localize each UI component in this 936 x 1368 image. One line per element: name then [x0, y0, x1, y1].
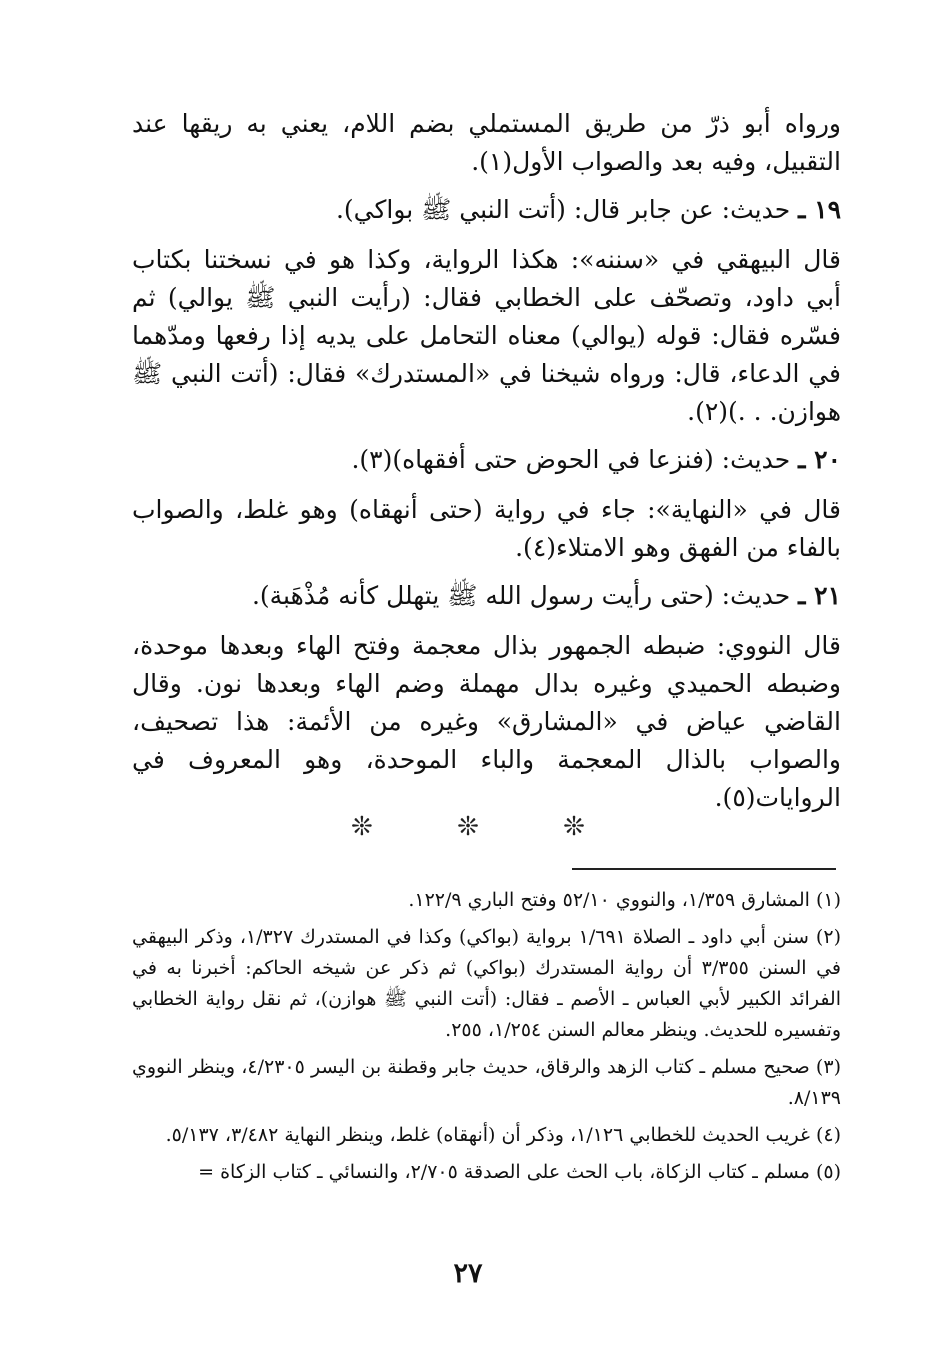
item-text: حديث: (فنزعا في الحوض حتى أفقهاه)(٣). [351, 445, 791, 474]
main-text [132, 105, 841, 827]
page-number: ٢٧ [453, 1258, 483, 1289]
item-text: حديث: عن جابر قال: (أتت النبي ﷺ بواكي). [335, 195, 791, 224]
item-number: ٢٠ ـ [798, 445, 841, 474]
paragraph-intro: ورواه أبو ذرّ من طريق المستملي بضم اللام، يعني به ريقها عند التقبيل، وفيه بعد والصواب الأول(١). [132, 109, 841, 176]
footnote-4: (٤) غريب الحديث للخطابي ١/١٢٦، وذكر أن (أنهقاه) غلط، وينظر النهاية ٣/٤٨٢، ٥/١٣٧. [165, 1124, 841, 1146]
ornament-icon: ❊ [457, 812, 479, 842]
item-number: ٢١ ـ [798, 581, 841, 610]
paragraph-bayhaqi: قال البيهقي في «سننه»: هكذا الرواية، وكذا هو في نسختنا بكتاب أبي داود، وتصحّف على الخطابي فقال: (رأيت النبي ﷺ يوالي) ثم فسّره فقال: قوله (يوالي) معناه التحامل على يديه إذا رفعها ومدّهما في الدعاء، قال: ورواه شيخنا في «المستدرك» فقال: (أتت النبي ﷺ هوازن. . .)(٢). [132, 245, 841, 426]
footnote-1: (١) المشارق ١/٣٥٩، والنووي ٥٢/١٠ وفتح الباري ١٢٢/٩. [408, 889, 841, 911]
item-number: ١٩ ـ [798, 195, 841, 224]
footnotes [132, 885, 841, 1194]
ornament-icon: ❊ [563, 812, 585, 842]
section-divider [0, 812, 936, 842]
item-text: حديث: (حتى رأيت رسول الله ﷺ يتهلل كأنه مُذْهَبة). [251, 581, 791, 610]
footnote-5: (٥) مسلم ـ كتاب الزكاة، باب الحث على الصدقة ٢/٧٠٥، والنسائي ـ كتاب الزكاة = [198, 1161, 841, 1183]
footnote-3: (٣) صحيح مسلم ـ كتاب الزهد والرقاق، حديث جابر وقطنة بن اليسر ٤/٢٣٠٥، وينظر النووي ٨/١٣٩. [132, 1056, 841, 1109]
footnote-2: (٢) سنن أبي داود ـ الصلاة ١/٦٩١ برواية (بواكي) وكذا في المستدرك ١/٣٢٧، وذكر البيهقي في السنن ٣/٣٥٥ أن رواية المستدرك (بواكي) ثم ذكر عن شيخه الحاكم: أخبرنا به في الفرائد الكبير لأبي العباس ـ الأصم ـ فقال: (أتت النبي ﷺ هوازن)، ثم نقل رواية الخطابي وتفسيره للحديث. وينظر معالم السنن ١/٢٥٤، ٢٥٥. [132, 926, 841, 1041]
paragraph-nawawi: قال النووي: ضبطه الجمهور بذال معجمة وفتح الهاء وبعدها موحدة، وضبطه الحميدي وغيره بدال مهملة وضم الهاء وبعدها نون. وقال القاضي عياض في «المشارق» وغيره من الأئمة: هذا تصحيف، والصواب بالذال المعجمة والباء الموحدة، وهو المعروف في الروايات(٥). [132, 631, 841, 812]
hadith-item-20 [132, 441, 841, 479]
ornament-icon: ❊ [351, 812, 373, 842]
paragraph-nihaya: قال في «النهاية»: جاء في رواية (حتى أنهقاه) وهو غلط، والصواب بالفاء من الفهق وهو الامتلاء(٤). [132, 495, 841, 562]
footnote-separator [572, 868, 836, 870]
hadith-item-19 [132, 191, 841, 229]
hadith-item-21 [132, 577, 841, 615]
